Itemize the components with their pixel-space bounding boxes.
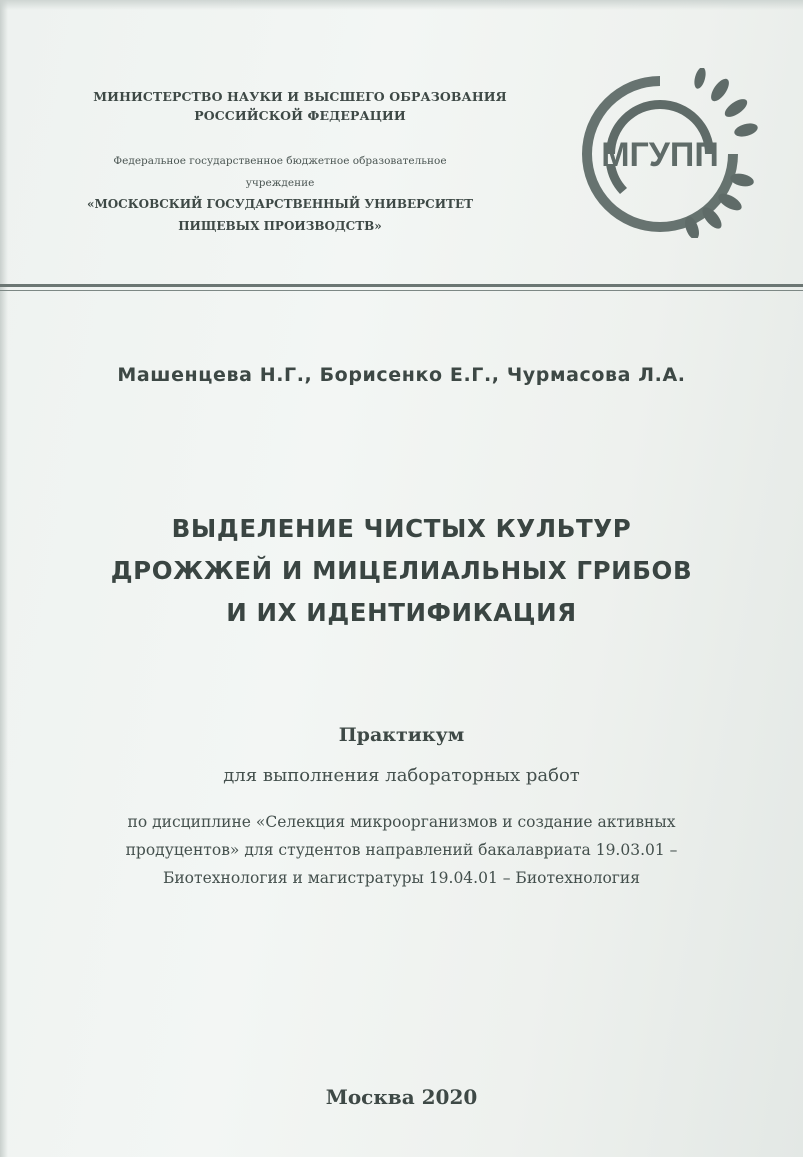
document-purpose: для выполнения лабораторных работ — [223, 765, 580, 786]
university-line: «МОСКОВСКИЙ ГОСУДАРСТВЕННЫЙ УНИВЕРСИТЕТ — [86, 197, 474, 211]
ministry-line: МИНИСТЕРСТВО НАУКИ И ВЫСШЕГО ОБРАЗОВАНИЯ — [93, 89, 507, 104]
title-line: ДРОЖЖЕЙ И МИЦЕЛИАЛЬНЫХ ГРИБОВ — [110, 556, 693, 585]
discipline-line: по дисциплине «Селекция микроорганизмов и создание активных — [127, 813, 676, 831]
ministry-name — [20, 87, 580, 125]
mgupp-logo-icon — [560, 68, 760, 238]
document-type: Практикум — [338, 724, 465, 746]
logo-text: МГУПП — [601, 136, 719, 174]
discipline-line: Биотехнология и магистратуры 19.04.01 – Биотехнология — [162, 869, 641, 887]
ministry-line: РОССИЙСКОЙ ФЕДЕРАЦИИ — [194, 108, 406, 123]
university-line: ПИЩЕВЫХ ПРОИЗВОДСТВ» — [178, 219, 382, 233]
university-name — [20, 193, 540, 237]
document-title — [0, 508, 803, 634]
city-year: Москва 2020 — [325, 1085, 478, 1109]
discipline-description — [40, 808, 763, 892]
institution-type-line: учреждение — [245, 177, 315, 189]
title-line: И ИХ ИДЕНТИФИКАЦИЯ — [226, 598, 577, 627]
discipline-line: продуцентов» для студентов направлений бакалавриата 19.03.01 – — [125, 841, 678, 859]
title-line: ВЫДЕЛЕНИЕ ЧИСТЫХ КУЛЬТУР — [171, 514, 632, 543]
header-divider — [0, 284, 803, 287]
header-divider-thin — [0, 290, 803, 291]
page-edge-shadow — [0, 0, 803, 10]
institution-type — [20, 150, 540, 194]
institution-type-line: Федеральное государственное бюджетное образовательное — [113, 155, 447, 167]
authors: Машенцева Н.Г., Борисенко Е.Г., Чурмасова Л.А. — [117, 364, 686, 386]
